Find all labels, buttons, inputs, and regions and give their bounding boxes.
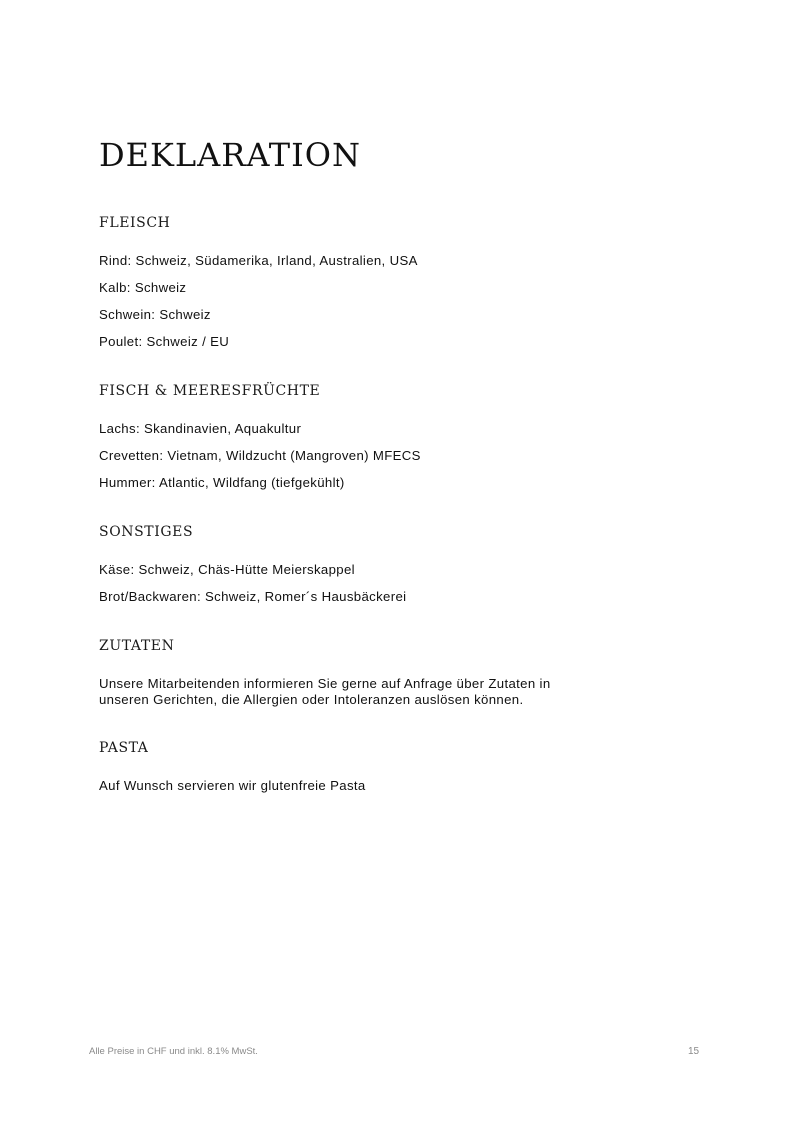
section-heading-pasta: PASTA bbox=[99, 740, 149, 756]
page-title: DEKLARATION bbox=[99, 136, 361, 174]
declaration-line-lachs: Lachs: Skandinavien, Aquakultur bbox=[99, 421, 302, 436]
section-heading-sonstiges: SONSTIGES bbox=[99, 524, 194, 540]
declaration-line-kalb: Kalb: Schweiz bbox=[99, 280, 187, 295]
declaration-line-pasta: Auf Wunsch servieren wir glutenfreie Pasta bbox=[99, 778, 366, 793]
declaration-line-kaese: Käse: Schweiz, Chäs-Hütte Meierskappel bbox=[99, 562, 355, 577]
declaration-line-poulet: Poulet: Schweiz / EU bbox=[99, 334, 230, 349]
declaration-line-schwein: Schwein: Schweiz bbox=[99, 307, 211, 322]
declaration-line-brot: Brot/Backwaren: Schweiz, Romer´s Hausbäckerei bbox=[99, 589, 407, 604]
section-heading-zutaten: ZUTATEN bbox=[99, 638, 175, 654]
section-heading-fleisch: FLEISCH bbox=[99, 215, 171, 231]
zutaten-paragraph: Unsere Mitarbeitenden informieren Sie gerne auf Anfrage über Zutaten in unseren Gerichten, die Allergien oder Intoleranzen auslösen können. bbox=[99, 676, 551, 707]
declaration-line-crevetten: Crevetten: Vietnam, Wildzucht (Mangroven) MFECS bbox=[99, 448, 421, 463]
page-number: 15 bbox=[688, 1046, 700, 1057]
footer-price-note: Alle Preise in CHF und inkl. 8.1% MwSt. bbox=[89, 1046, 258, 1057]
section-heading-fisch: FISCH & MEERESFRÜCHTE bbox=[99, 383, 321, 399]
declaration-line-hummer: Hummer: Atlantic, Wildfang (tiefgekühlt) bbox=[99, 475, 345, 490]
declaration-line-rind: Rind: Schweiz, Südamerika, Irland, Australien, USA bbox=[99, 253, 418, 268]
